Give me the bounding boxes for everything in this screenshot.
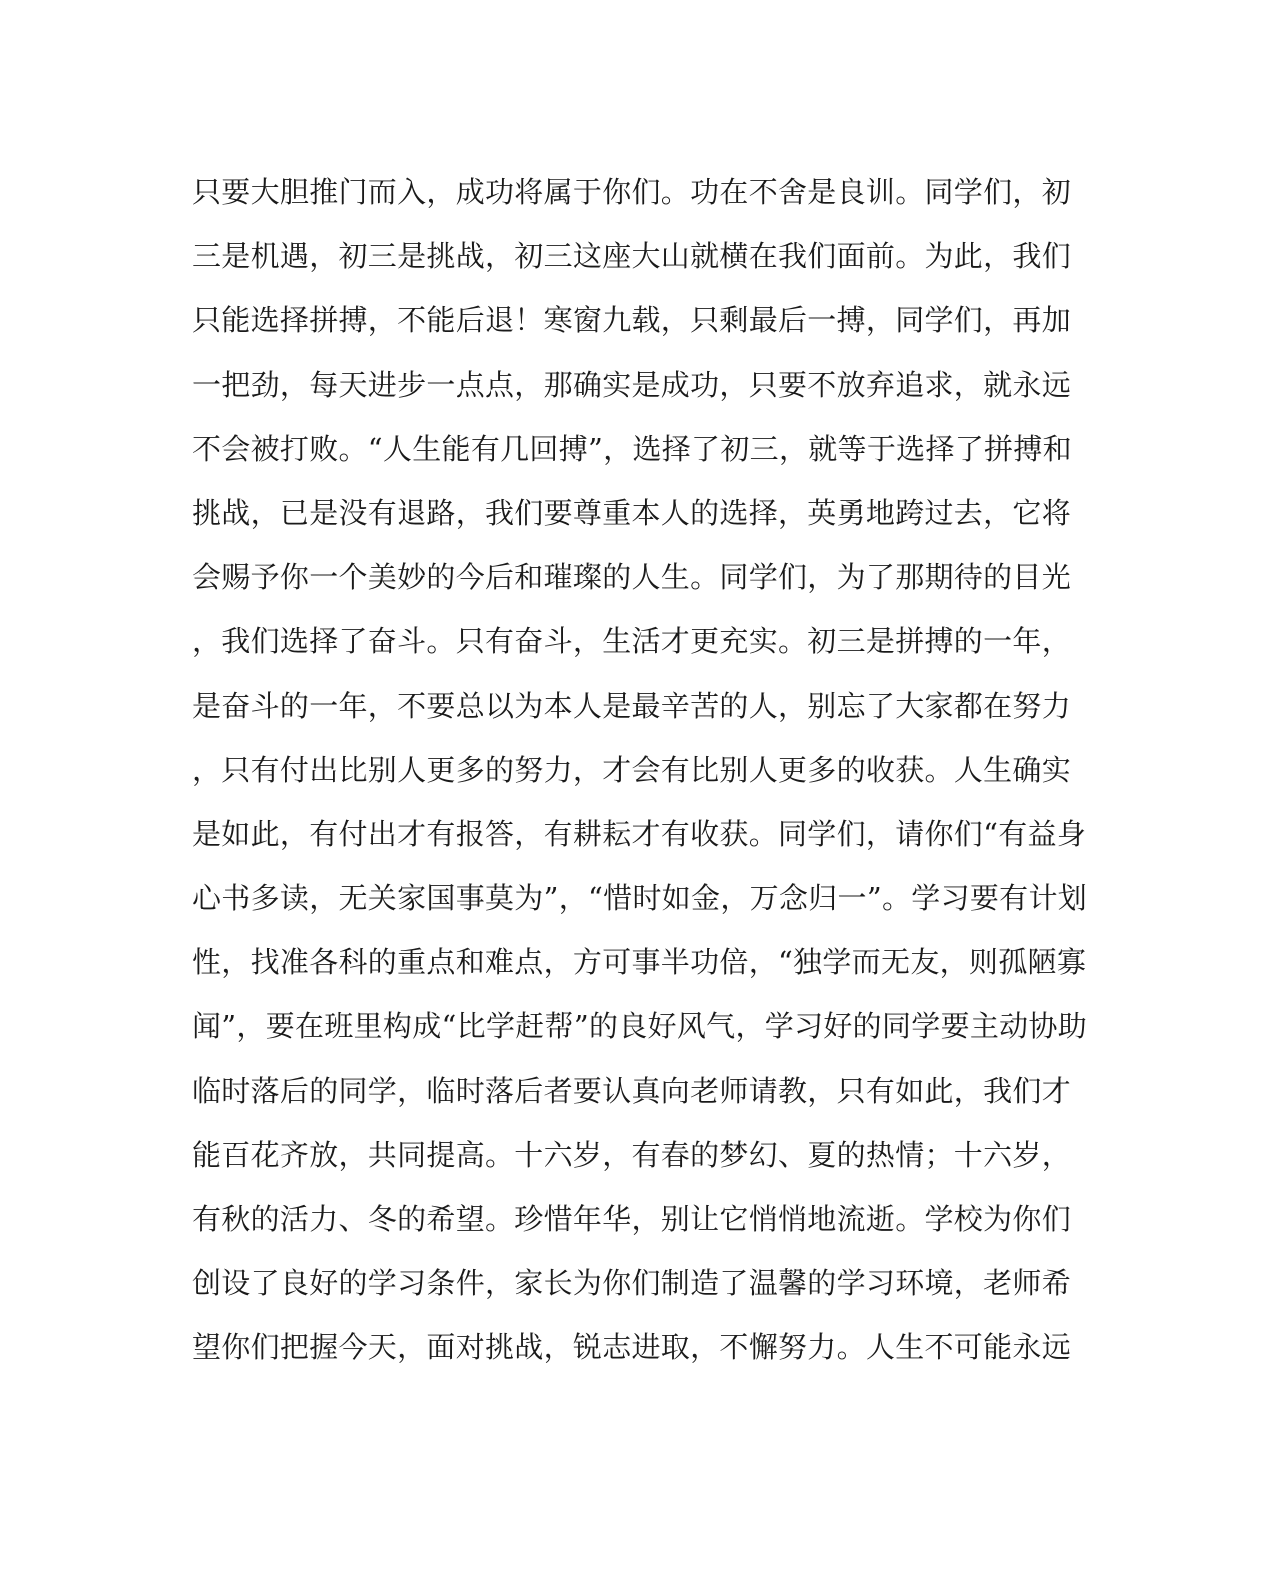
text-line: 是如此，有付出才有报答，有耕耘才有收获。同学们，请你们“有益身 (192, 816, 1087, 851)
text-line: 只能选择拼搏，不能后退！寒窗九载，只剩最后一搏，同学们，再加 (192, 303, 1072, 338)
text-line: 挑战，已是没有退路，我们要尊重本人的选择，英勇地跨过去，它将 (192, 495, 1072, 530)
text-line: 临时落后的同学，临时落后者要认真向老师请教，只有如此，我们才 (192, 1073, 1072, 1108)
text-line: 不会被打败。“人生能有几回搏”，选择了初三，就等于选择了拼搏和 (192, 431, 1072, 466)
text-line: 能百花齐放，共同提高。十六岁，有春的梦幻、夏的热情；十六岁， (192, 1137, 1072, 1172)
text-line: 望你们把握今天，面对挑战，锐志进取，不懈努力。人生不可能永远 (192, 1330, 1072, 1365)
text-line: ，只有付出比别人更多的努力，才会有比别人更多的收获。人生确实 (192, 752, 1072, 787)
text-line: 会赐予你一个美妙的今后和璀璨的人生。同学们，为了那期待的目光 (192, 560, 1072, 595)
text-line: 有秋的活力、冬的希望。珍惜年华，别让它悄悄地流逝。学校为你们 (192, 1202, 1072, 1236)
text-line: 只要大胆推门而入，成功将属于你们。功在不舍是良训。同学们，初 (192, 175, 1072, 209)
text-line: 一把劲，每天进步一点点，那确实是成功，只要不放弃追求，就永远 (192, 367, 1072, 402)
text-line: 创设了良好的学习条件，家长为你们制造了温馨的学习环境，老师希 (192, 1266, 1072, 1301)
text-line: 是奋斗的一年，不要总以为本人是最辛苦的人，别忘了大家都在努力 (192, 688, 1072, 723)
text-line: 三是机遇，初三是挑战，初三这座大山就横在我们面前。为此，我们 (192, 239, 1072, 274)
body-paragraph (192, 160, 1088, 1380)
text-line: 心书多读，无关家国事莫为”，“惜时如金，万念归一”。学习要有计划 (192, 881, 1088, 916)
text-line: ，我们选择了奋斗。只有奋斗，生活才更充实。初三是拼搏的一年， (192, 624, 1072, 659)
text-line: 闻”，要在班里构成“比学赶帮”的良好风气，学习好的同学要主动协助 (192, 1009, 1088, 1044)
text-line: 性，找准各科的重点和难点，方可事半功倍，“独学而无友，则孤陋寡 (192, 945, 1087, 980)
